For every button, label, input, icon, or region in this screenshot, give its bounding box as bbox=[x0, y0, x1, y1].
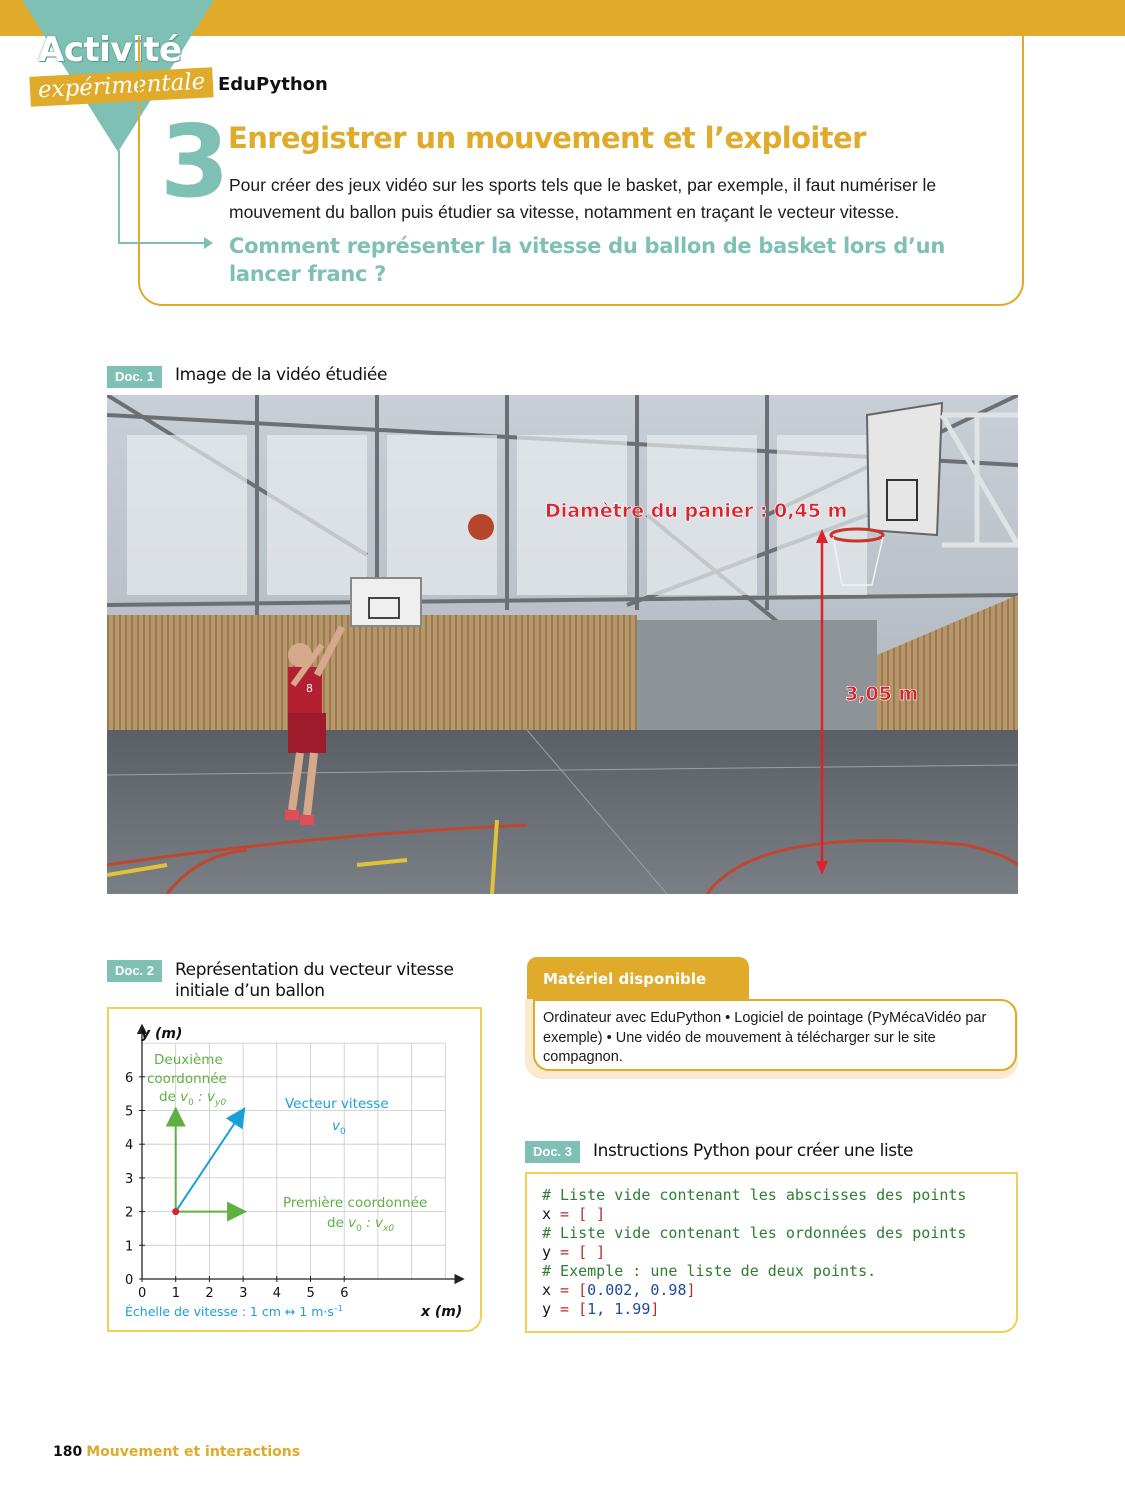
x-tick-label: 1 bbox=[171, 1286, 180, 1301]
x-axis-label: x (m) bbox=[421, 1304, 463, 1320]
doc2-tag: Doc. 2 bbox=[107, 960, 162, 982]
activity-badge-subtitle: expérimentale bbox=[29, 67, 214, 107]
question-connector-line-h bbox=[118, 242, 204, 244]
doc3-title: Instructions Python pour créer une liste bbox=[593, 1141, 914, 1161]
y-axis-label: y (m) bbox=[141, 1026, 183, 1042]
material-tab bbox=[527, 957, 749, 999]
python-code-block bbox=[542, 1186, 966, 1319]
activity-badge-title: Activité bbox=[38, 30, 182, 70]
activity-number: 3 bbox=[160, 103, 230, 220]
doc1-tag: Doc. 1 bbox=[107, 366, 162, 388]
code-var-y: y bbox=[542, 1243, 552, 1261]
basket-height-label: 3,05 m bbox=[845, 683, 919, 705]
velocity-scale-label: Échelle de vitesse : 1 cm ↔ 1 $m\cdot s^{-1}$ bbox=[125, 1304, 344, 1319]
jersey-number: 8 bbox=[306, 682, 313, 695]
code-example-eq-y: = [ bbox=[551, 1300, 588, 1318]
first-coordinate-annotation bbox=[283, 1195, 427, 1234]
first-coord-label-1: Première coordonnée bbox=[283, 1195, 428, 1211]
vector-annotation bbox=[285, 1096, 389, 1137]
doc2-title-line2: initiale d’un ballon bbox=[175, 981, 325, 1001]
arrow-right-icon bbox=[204, 237, 213, 249]
code-example-eq-x: = [ bbox=[551, 1281, 588, 1299]
material-text: Ordinateur avec EduPython • Logiciel de pointage (PyMécaVidéo par exemple) • Une vidéo de mouvement à télécharger sur le site compagnon. bbox=[543, 1010, 987, 1065]
y-tick-label: 6 bbox=[125, 1070, 134, 1086]
second-coord-label-1: Deuxième bbox=[154, 1052, 223, 1068]
basketball-video-frame bbox=[107, 395, 1018, 894]
activity-title: Enregistrer un mouvement et l’exploiter bbox=[228, 121, 866, 155]
chapter-name: Mouvement et interactions bbox=[86, 1444, 301, 1460]
code-comment-3: # Exemple : une liste de deux points. bbox=[542, 1262, 877, 1280]
code-comment-2: # Liste vide contenant les ordonnées des points bbox=[542, 1224, 967, 1242]
code-example-values-y: 1, 1.99 bbox=[587, 1300, 651, 1318]
doc2-title-line1: Représentation du vecteur vitesse bbox=[175, 960, 454, 980]
code-empty-list-y: = [ ] bbox=[551, 1243, 606, 1261]
basketball-gym-illustration bbox=[107, 395, 1018, 894]
x-tick-label: 5 bbox=[306, 1286, 315, 1301]
code-empty-list-x: = [ ] bbox=[551, 1205, 606, 1223]
first-coord-label-2: de $v_0$ : $v_{x0}$ bbox=[327, 1215, 395, 1234]
vector-label-2: $v_0$ bbox=[332, 1118, 346, 1137]
velocity-vector-chart bbox=[107, 1007, 482, 1332]
doc3-tag: Doc. 3 bbox=[525, 1141, 580, 1163]
code-example-close-x: ] bbox=[686, 1281, 696, 1299]
activity-intro-text: Pour créer des jeux vidéo sur les sports tels que le basket, par exemple, il faut numériser le mouvement du ballon puis étudier sa vitesse, notamment en traçant le vecteur vitesse. bbox=[229, 175, 937, 222]
code-example-values-x: 0.002, 0.98 bbox=[587, 1281, 687, 1299]
x-tick-label: 3 bbox=[239, 1286, 248, 1301]
material-tab-label: Matériel disponible bbox=[543, 970, 707, 988]
code-example-close-y: ] bbox=[650, 1300, 660, 1318]
code-comment-1: # Liste vide contenant les abscisses des points bbox=[542, 1186, 967, 1204]
page-number: 180 bbox=[53, 1444, 83, 1460]
y-tick-label: 2 bbox=[125, 1205, 134, 1221]
page-footer bbox=[53, 1444, 300, 1460]
y-tick-label: 5 bbox=[125, 1104, 134, 1120]
code-example-var-y: y bbox=[542, 1300, 552, 1318]
activity-question: Comment représenter la vitesse du ballon de basket lors d’un lancer franc ? bbox=[229, 234, 945, 286]
y-tick-label: 0 bbox=[125, 1273, 134, 1288]
y-tick-label: 3 bbox=[125, 1171, 134, 1187]
vectors-layer bbox=[172, 1111, 243, 1216]
basket-diameter-label: Diamètre du panier : 0,45 m bbox=[545, 500, 848, 522]
origin-point bbox=[172, 1208, 179, 1215]
x-tick-label: 6 bbox=[340, 1286, 349, 1301]
y-tick-label: 4 bbox=[125, 1138, 134, 1154]
x-tick-label: 2 bbox=[205, 1286, 214, 1301]
second-coordinate-annotation bbox=[147, 1052, 227, 1108]
question-connector-line bbox=[118, 150, 120, 242]
second-coord-label-2: coordonnée bbox=[147, 1071, 227, 1087]
x-tick-label: 4 bbox=[272, 1286, 282, 1301]
code-example-var-x: x bbox=[542, 1281, 552, 1299]
code-var-x: x bbox=[542, 1205, 552, 1223]
doc1-title: Image de la vidéo étudiée bbox=[175, 365, 388, 385]
y-tick-label: 1 bbox=[125, 1239, 134, 1255]
tool-label: EduPython bbox=[218, 74, 328, 95]
x-tick-label: 0 bbox=[138, 1286, 147, 1301]
vector-label-1: Vecteur vitesse bbox=[285, 1096, 389, 1112]
second-coord-label-3: de $v_0$ : $v_{y0}$ bbox=[159, 1089, 227, 1108]
